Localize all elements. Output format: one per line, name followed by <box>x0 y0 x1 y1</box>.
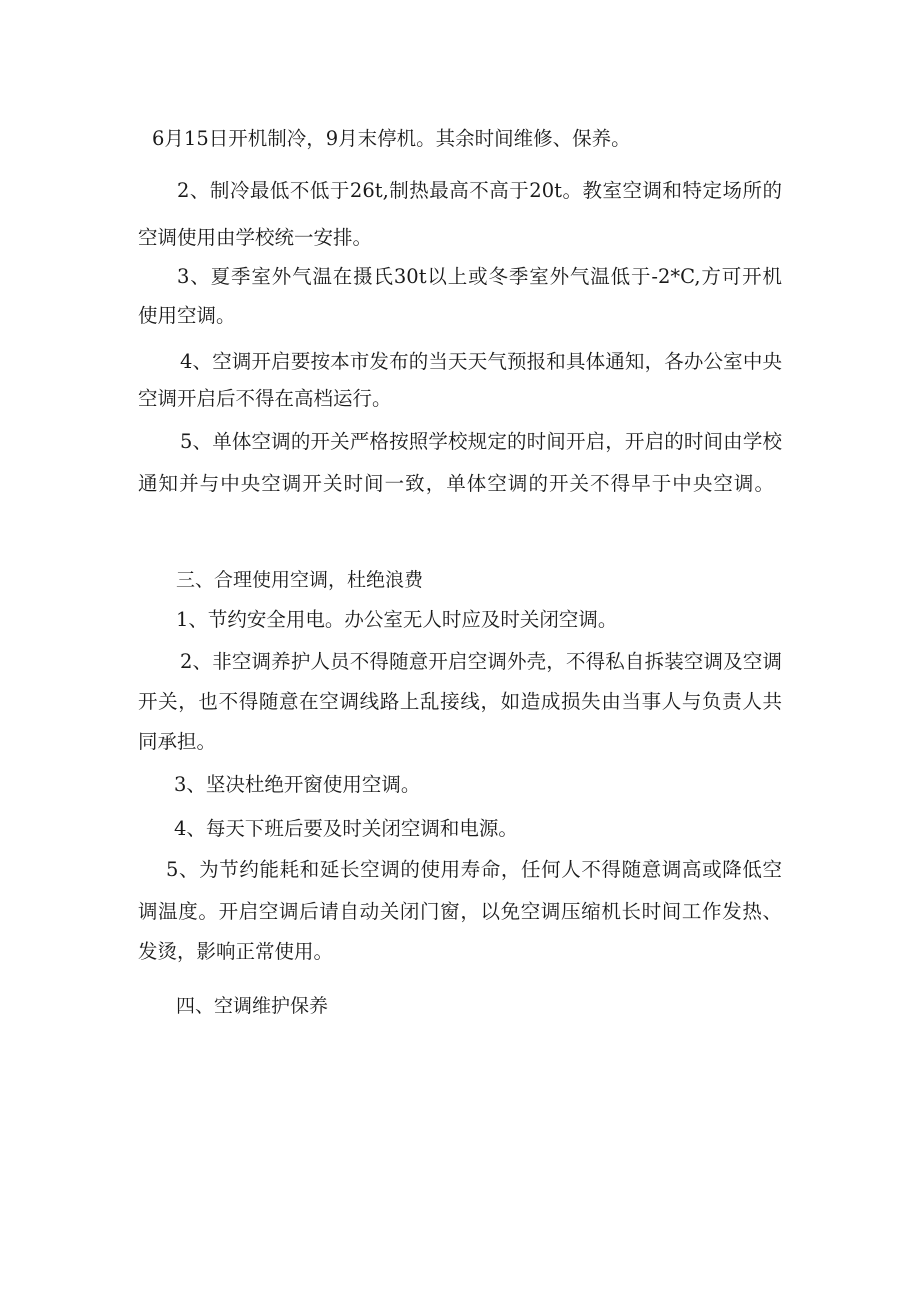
list-item: 3、坚决杜绝开窗使用空调。 <box>174 773 421 796</box>
paragraph-line: 5、单体空调的开关严格按照学校规定的时间开启，开启的时间由学校 <box>180 430 782 453</box>
paragraph-line: 2、制冷最低不低于26t,制热最高不高于20t。教室空调和特定场所的 <box>177 179 782 202</box>
paragraph-line: 4、空调开启要按本市发布的当天天气预报和具体通知，各办公室中央 <box>180 350 782 373</box>
paragraph-line: 使用空调。 <box>138 304 236 327</box>
list-item: 发烫，影响正常使用。 <box>138 940 334 963</box>
paragraph-line: 6月15日开机制冷，9月末停机。其余时间维修、保养。 <box>152 127 631 150</box>
paragraph-line: 3、夏季室外气温在摄氏30t以上或冬季室外气温低于-2*C,方可开机 <box>177 265 782 288</box>
list-item: 调温度。开启空调后请自动关闭门窗，以免空调压缩机长时间工作发热、 <box>138 900 782 923</box>
paragraph-line: 空调开启后不得在高档运行。 <box>138 387 392 410</box>
section-4-heading: 四、空调维护保养 <box>176 995 329 1017</box>
list-item: 2、非空调养护人员不得随意开启空调外壳，不得私自拆装空调及空调 <box>180 650 782 673</box>
list-item: 5、为节约能耗和延长空调的使用寿命，任何人不得随意调高或降低空 <box>166 858 782 881</box>
list-item: 1、节约安全用电。办公室无人时应及时关闭空调。 <box>176 608 618 631</box>
list-item: 4、每天下班后要及时关闭空调和电源。 <box>174 817 518 840</box>
paragraph-line: 通知并与中央空调开关时间一致，单体空调的开关不得早于中央空调。 <box>138 472 774 495</box>
list-item: 同承担。 <box>138 730 217 753</box>
paragraph-line: 空调使用由学校统一安排。 <box>138 226 373 249</box>
section-3-heading: 三、合理使用空调，杜绝浪费 <box>176 569 424 591</box>
list-item: 开关，也不得随意在空调线路上乱接线，如造成损失由当事人与负责人共 <box>138 690 782 713</box>
